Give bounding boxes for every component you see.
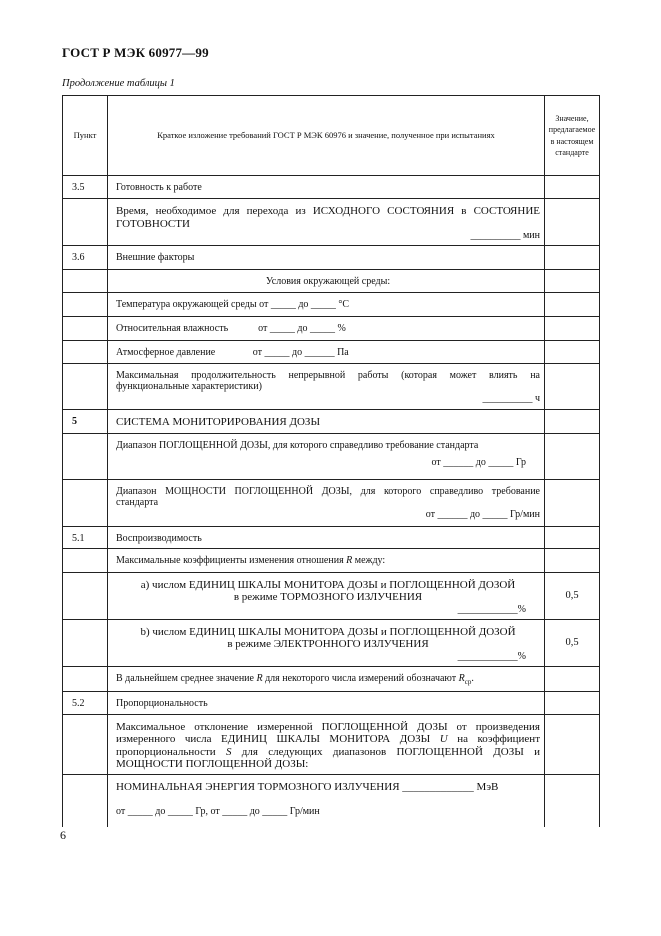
clause-number: 5.2 — [63, 691, 108, 714]
table-row — [63, 775, 600, 827]
clause-number: 3.5 — [63, 176, 108, 199]
col-header-value: Значение, предлагаемое в настоящем стандарте — [545, 96, 600, 176]
clause-number — [63, 433, 108, 479]
text-part: для некоторого числа измерений обозначают — [262, 672, 459, 684]
value-cell — [545, 316, 600, 340]
clause-number — [63, 316, 108, 340]
requirements-table — [62, 95, 600, 827]
table-row — [63, 292, 600, 316]
clause-number — [63, 269, 108, 292]
value-cell — [545, 292, 600, 316]
text-part: В дальнейшем среднее значение — [116, 672, 257, 684]
clause-number — [63, 363, 108, 409]
value-cell — [545, 245, 600, 269]
value-cell — [545, 714, 600, 775]
text-part: . — [471, 672, 474, 684]
value-cell — [545, 691, 600, 714]
clause-number — [63, 572, 108, 619]
row-text: Воспроизводимость — [108, 526, 545, 548]
table-row — [63, 479, 600, 526]
row-text — [108, 666, 545, 691]
table-row — [63, 666, 600, 691]
table-row — [63, 316, 600, 340]
row-text — [108, 363, 545, 409]
document-header: ГОСТ Р МЭК 60977—99 — [62, 45, 209, 60]
variable-r: R — [256, 672, 263, 684]
variable-s: S — [225, 745, 232, 758]
col-header-summary: Краткое изложение требований ГОСТ Р МЭК 60976 и значение, полученное при испытаниях — [108, 96, 545, 176]
text-part: Максимальное отклонение измеренной ПОГЛОЩЕННОЙ ДОЗЫ от произведения измеренного числа ЕДИНИЦ ШКАЛЫ МОНИТОРА ДОЗЫ — [116, 720, 540, 746]
row-text-line2: от _____ до _____ Гр, от _____ до _____ Гр/мин — [116, 805, 320, 817]
value-cell — [545, 775, 600, 827]
row-text-main: Максимальная продолжительность непрерывной работы (которая может влиять на функциональные характеристики) — [116, 369, 540, 393]
row-text-main: Время, необходимое для перехода из ИСХОДНОГО СОСТОЯНИЯ в СОСТОЯНИЕ ГОТОВНОСТИ — [116, 205, 540, 230]
row-text: СИСТЕМА МОНИТОРИРОВАНИЯ ДОЗЫ — [108, 409, 545, 433]
clause-number — [63, 714, 108, 775]
clause-number — [63, 775, 108, 827]
table-row — [63, 714, 600, 775]
value-cell — [545, 666, 600, 691]
table-continuation-label: Продолжение таблицы 1 — [62, 78, 175, 89]
row-text: Атмосферное давление от _____ до ______ Па — [108, 340, 545, 363]
text-part: на коэффициент пропорциональности — [116, 733, 540, 758]
subscript: ср — [464, 677, 472, 686]
fill-in-blank: __________ ч — [482, 392, 540, 404]
row-text — [108, 199, 545, 246]
variable-r: R — [346, 554, 353, 566]
row-text — [108, 572, 545, 619]
row-text-line1: НОМИНАЛЬНАЯ ЭНЕРГИЯ ТОРМОЗНОГО ИЗЛУЧЕНИЯ _____________ МэВ — [116, 781, 499, 794]
table-row — [63, 619, 600, 666]
value-cell — [545, 433, 600, 479]
value-cell — [545, 409, 600, 433]
clause-number — [63, 548, 108, 572]
value-cell — [545, 548, 600, 572]
variable-r: R — [458, 672, 465, 684]
text-part: между: — [352, 554, 386, 566]
table-row — [63, 409, 600, 433]
table-row — [63, 340, 600, 363]
clause-number — [63, 292, 108, 316]
value-cell — [545, 526, 600, 548]
row-text: Готовность к работе — [108, 176, 545, 199]
value-cell — [545, 340, 600, 363]
clause-number — [63, 666, 108, 691]
value-cell: 0,5 — [545, 619, 600, 666]
fill-in-blank: __________ мин — [470, 230, 540, 242]
row-text-main: Диапазон МОЩНОСТИ ПОГЛОЩЕННОЙ ДОЗЫ, для которого справедливо требование стандарта — [116, 485, 540, 509]
row-text-line2: в режиме ЭЛЕКТРОННОГО ИЗЛУЧЕНИЯ — [227, 638, 429, 651]
table-row — [63, 691, 600, 714]
row-text — [108, 619, 545, 666]
clause-number — [63, 619, 108, 666]
fill-in-blank: ____________% — [457, 604, 526, 616]
table-row — [63, 176, 600, 199]
row-text-line1: a) числом ЕДИНИЦ ШКАЛЫ МОНИТОРА ДОЗЫ и ПОГЛОЩЕННОЙ ДОЗОЙ — [140, 578, 516, 591]
row-text: Внешние факторы — [108, 245, 545, 269]
row-text-line1: b) числом ЕДИНИЦ ШКАЛЫ МОНИТОРА ДОЗЫ и ПОГЛОЩЕННОЙ ДОЗОЙ — [140, 625, 516, 638]
table-row — [63, 572, 600, 619]
page-number: 6 — [60, 828, 66, 842]
row-text: Условия окружающей среды: — [108, 269, 545, 292]
table-row — [63, 363, 600, 409]
value-cell — [545, 269, 600, 292]
value-cell — [545, 199, 600, 246]
table-row — [63, 199, 600, 246]
text-part: Максимальные коэффициенты изменения отношения — [116, 554, 347, 566]
clause-number: 3.6 — [63, 245, 108, 269]
value-cell — [545, 479, 600, 526]
row-text: Пропорциональность — [108, 691, 545, 714]
variable-u: U — [439, 733, 448, 746]
clause-number — [63, 199, 108, 246]
clause-number — [63, 479, 108, 526]
col-header-item: Пункт — [63, 96, 108, 176]
row-text-line2: в режиме ТОРМОЗНОГО ИЗЛУЧЕНИЯ — [233, 591, 423, 604]
clause-number: 5 — [63, 409, 108, 433]
row-text — [108, 775, 545, 827]
clause-number: 5.1 — [63, 526, 108, 548]
value-cell — [545, 176, 600, 199]
table-row — [63, 526, 600, 548]
text-part: для следующих диапазонов ПОГЛОЩЕННОЙ ДОЗЫ и МОЩНОСТИ ПОГЛОЩЕННОЙ ДОЗЫ: — [116, 745, 541, 771]
table-row — [63, 269, 600, 292]
row-text — [108, 714, 545, 775]
clause-number — [63, 340, 108, 363]
fill-in-blank: ____________% — [457, 650, 526, 662]
table-row — [63, 245, 600, 269]
value-cell — [545, 363, 600, 409]
row-text: Относительная влажность от _____ до _____ % — [108, 316, 545, 340]
fill-in-blank: от ______ до _____ Гр — [431, 457, 526, 469]
value-cell: 0,5 — [545, 572, 600, 619]
row-text: Температура окружающей среды от _____ до _____ °С — [108, 292, 545, 316]
fill-in-blank: от ______ до _____ Гр/мин — [425, 508, 540, 520]
table-header-row — [63, 96, 600, 176]
row-text — [108, 433, 545, 479]
row-text — [108, 479, 545, 526]
row-text-main: Диапазон ПОГЛОЩЕННОЙ ДОЗЫ, для которого справедливо требование стандарта — [116, 439, 479, 451]
row-text — [108, 548, 545, 572]
table-row — [63, 548, 600, 572]
table-row — [63, 433, 600, 479]
